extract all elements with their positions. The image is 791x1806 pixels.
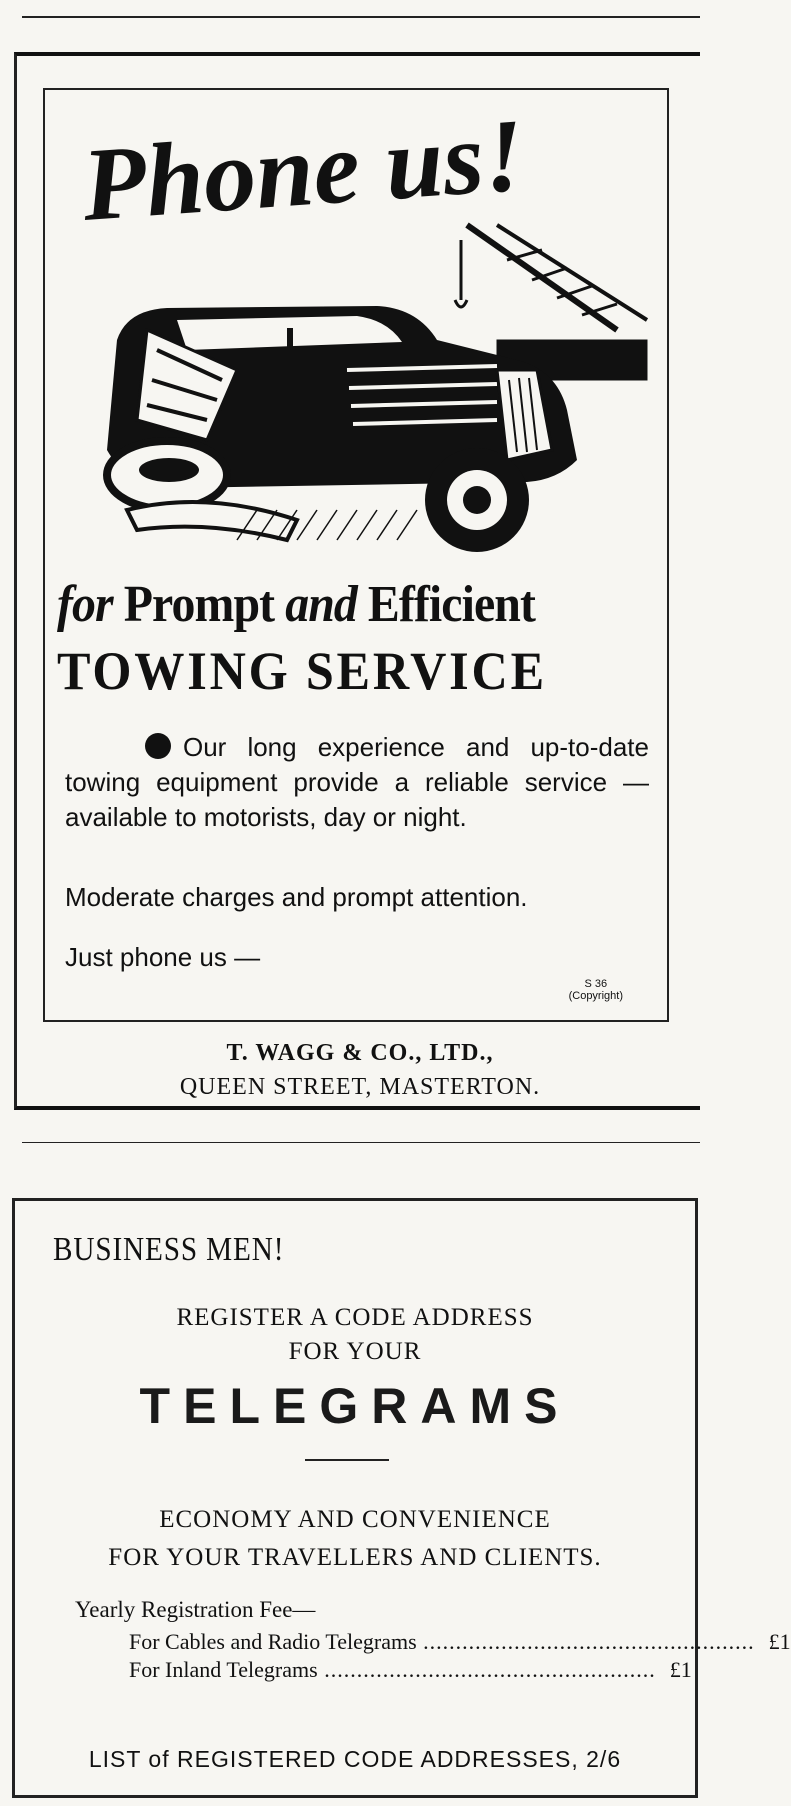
- charges-line: Moderate charges and prompt attention.: [65, 882, 528, 912]
- firm-details: [17, 1036, 703, 1104]
- business-men-title: BUSINESS MEN!: [53, 1231, 285, 1268]
- firm-name: T. WAGG & CO., LTD.,: [226, 1040, 494, 1066]
- economy-line-1: ECONOMY AND CONVENIENCE: [159, 1506, 551, 1533]
- telegram-advertisement: [12, 1198, 791, 1798]
- fee-row: [129, 1629, 791, 1655]
- service-description-text: Our long experience and up-to-date towing equipment provide a reliable service — available to motorists, day or night.: [65, 732, 649, 832]
- firm-address: QUEEN STREET, MASTERTON.: [179, 1074, 541, 1100]
- register-lines: [15, 1301, 695, 1369]
- fee-amount: £1: [768, 1629, 791, 1654]
- service-heading: TOWING SERVICE: [57, 641, 547, 701]
- fee-leader: ...................................................: [317, 1657, 656, 1682]
- call-line: Just phone us —: [65, 942, 261, 972]
- code-address-list-line: LIST of REGISTERED CODE ADDRESSES, 2/6: [88, 1746, 622, 1772]
- ad-code-copyright: (Copyright): [568, 990, 623, 1002]
- tagline-prompt: Prompt: [123, 576, 286, 633]
- top-rule: [22, 16, 700, 18]
- economy-line-2: FOR YOUR TRAVELLERS AND CLIENTS.: [108, 1544, 602, 1571]
- economy-lines: [15, 1501, 695, 1577]
- telegrams-heading: TELEGRAMS: [139, 1378, 571, 1434]
- register-line-1: REGISTER A CODE ADDRESS: [176, 1304, 534, 1331]
- bullet-icon: [145, 733, 171, 759]
- fee-leader: ...................................................: [416, 1629, 755, 1654]
- fee-label: For Cables and Radio Telegrams: [129, 1629, 417, 1654]
- headline-text: Phone us!: [78, 97, 528, 243]
- wrecked-car-illustration: [57, 220, 667, 620]
- divider: [305, 1459, 389, 1461]
- middle-rule: [22, 1142, 700, 1143]
- tagline-for: for: [57, 576, 124, 633]
- fee-heading: Yearly Registration Fee—: [75, 1597, 316, 1622]
- ad-code-number: S 36: [584, 978, 608, 990]
- service-description: [65, 730, 649, 835]
- tagline: [57, 575, 609, 634]
- fee-amount: £1: [669, 1657, 692, 1682]
- fee-label: For Inland Telegrams: [129, 1657, 318, 1682]
- ad-code: [569, 978, 623, 1002]
- towing-advertisement: [14, 52, 700, 1110]
- register-line-2: FOR YOUR: [288, 1338, 422, 1365]
- towing-ad-frame: [43, 88, 669, 1022]
- fee-row: [129, 1657, 692, 1683]
- tagline-and: and: [285, 576, 368, 633]
- tagline-efficient: Efficient: [367, 576, 535, 633]
